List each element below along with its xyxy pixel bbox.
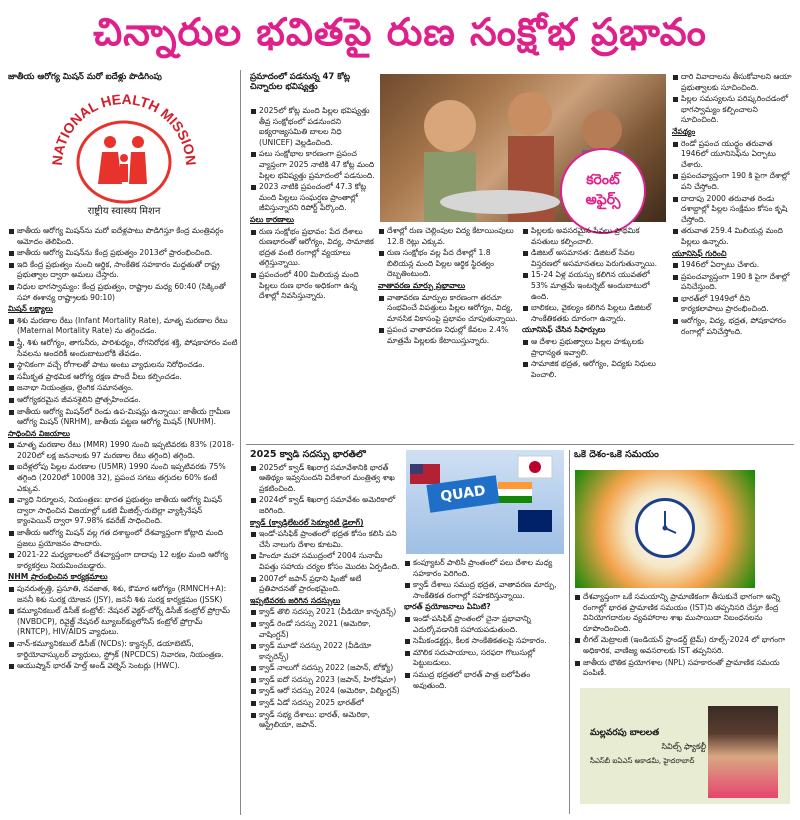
bullet-item: ప్రపంచవ్యాప్తంగా 190 కి పైగా దేశాల్లో పని చేస్తోంది. bbox=[672, 171, 794, 192]
nhm-logo-hindi: राष्ट्रीय स्वास्थ्य मिशन bbox=[87, 206, 161, 217]
bullet-item: రెండో ప్రపంచ యుద్ధం తరువాత 1946లో యూనిసెఫ్‌ను ఏర్పాటు చేశారు. bbox=[672, 139, 794, 171]
bullet-item: సముద్ర భద్రతలో భారత్ పాత్ర బలోపేతం అవుతుంది. bbox=[404, 670, 566, 691]
bullet-item: జాతీయ ఆరోగ్య మిషన్‌లో రెండు ఉప-మిషన్లు ఉన్నాయి: జాతీయ గ్రామీణ ఆరోగ్య మిషన్ (NRHM), జాతీయ పట్టణ ఆరోగ్య మిషన్ (NUHM). bbox=[8, 407, 238, 428]
bullet-item: స్థానికంగా వచ్చే రోగాలతో పాటు అంటు వ్యాధులను నిరోధించడం. bbox=[8, 360, 238, 371]
bullet-item: కంప్యూటర్ పాలిసీ ప్రాంతంలో పలు దేశాల మధ్య సహకారం పెరిగింది. bbox=[404, 558, 566, 579]
bullet-item: 2007లో జపాన్ ప్రధాని షింజో అబే ప్రతిపాదనతో ప్రారంభమైంది. bbox=[250, 574, 400, 595]
quad-col-b bbox=[404, 558, 566, 814]
bullet-item: భారత్‌లో 1949లో దీని కార్యకలాపాలు ప్రారంభించింది. bbox=[672, 294, 794, 315]
column-divider-2 bbox=[569, 450, 570, 814]
page-title: చిన్నారుల భవితపై రుణ సంక్షోభ ప్రభావం bbox=[93, 10, 707, 54]
bullet-item: దారి వివాదాలను తీసుకోవాలని ఆయా ప్రభుత్వాలకు సూచించింది. bbox=[672, 72, 794, 93]
bullet-item: జాతీయ ఆరోగ్య మిషన్‌ను మరో ఐదేళ్లపాటు పొడిగిస్తూ కేంద్ర మంత్రివర్గం ఆమోదం తెలిపింది. bbox=[8, 226, 238, 247]
bullet-item: పిల్లలకు అవసరమైన సేవలు ప్రాథమిక వసతులు కల్పించాలి. bbox=[522, 226, 666, 247]
bullet-item: తరువాత 259.4 మిలియన్ల మంది పిల్లలు ఉన్నారు. bbox=[672, 226, 794, 247]
nhm-body bbox=[8, 226, 238, 816]
quad-col-a bbox=[250, 450, 400, 814]
bullet-item: రుణ సంక్షోభం ప్రభావం: పేద దేశాలు రుణభారంతో ఆరోగ్యం, విద్య, సామాజిక భద్రత వంటి రంగాల్లో వ్యయాలు తగ్గిస్తున్నాయి. bbox=[250, 227, 375, 269]
author-info bbox=[590, 726, 706, 796]
bullet-item: దేశవ్యాప్తంగా ఒకే సమయాన్ని ప్రామాణికంగా తీసుకునే భాగంగా అన్ని రంగాల్లో భారత ప్రామాణిక సమయం (IST)ని తప్పనిసరి చేస్తూ కేంద్ర వినియోగదారుల వ్యవహారాల శాఖ ముసాయిదా నిబంధనలను రూపొందించింది. bbox=[574, 592, 794, 634]
bullet-item: బాలికలు, వైకల్యం కలిగిన పిల్లలు డిజిటల్ సాంకేతికతకు దూరంగా ఉన్నారు. bbox=[522, 303, 666, 324]
author-org: సీఎస్‌బీ ఐఏఎస్ అకాడమీ, హైదరాబాద్ bbox=[590, 757, 695, 765]
author-photo bbox=[708, 706, 778, 798]
bullet-item: ఆరోగ్యం, విద్య, భద్రత, పోషకాహారం రంగాల్లో పనిచేస్తోంది. bbox=[672, 316, 794, 337]
bullet-item: పునరుత్పత్తి, ప్రసూతి, నవజాత, శిశు, కౌమార ఆరోగ్యం (RMNCH+A): జననీ శిశు సురక్ష యోజన (JSY), జననీ శిశు సురక్ష కార్యక్రమం (JSSK) bbox=[8, 584, 238, 605]
bullet-item: మౌలిక సదుపాయాలు, సరఫరా గొలుసుల్లో పెట్టుబడులు. bbox=[404, 648, 566, 669]
current-affairs-badge bbox=[560, 148, 646, 234]
bullet-item: మాతృ మరణాల రేటు (MMR) 1990 నుంచి ఇప్పటివరకు 83% (2018-2020లో లక్ష జననాలకు 97 మరణాల రేటు తగ్గింది) తగ్గింది. bbox=[8, 440, 238, 461]
bullet-item: 2024లో క్వాడ్ శిఖరాగ్ర సమావేశం అమెరికాలో జరిగింది. bbox=[250, 495, 400, 516]
unicef-heading: ప్రమాదంలో పడనున్న 47 కోట్ల చిన్నారుల భవిష్యత్తు bbox=[250, 72, 351, 92]
bullet-item: వ్యాధి నిర్మూలన, నియంత్రణ: భారత ప్రభుత్వం జాతీయ ఆరోగ్య మిషన్ ద్వారా సాధించిన విజయాల్లో ఒకటి మీజిల్స్-రుబెల్లా వ్యాక్సినేషన్ క్యాంపెయిన్ ద్వారా 97.98% కవరేజ్ సాధించింది. bbox=[8, 495, 238, 527]
quad-logo: QUAD bbox=[426, 475, 499, 512]
unicef-col-b bbox=[378, 226, 518, 442]
bullet-item: 2021-22 మధ్యకాలంలో దేశవ్యాప్తంగా దాదాపు 12 లక్షల మంది ఆరోగ్య కార్యకర్తలు నియమించబడ్డారు. bbox=[8, 550, 238, 571]
bullet-item: స్త్రీ, శిశు ఆరోగ్యం, తాగునీరు, పారిశుధ్యం, రోగనిరోధక శక్తి, పోషకాహారం వంటి సేవలను అందరికీ అందుబాటులోకి తేవడం. bbox=[8, 338, 238, 359]
bullet-item: క్వాడ్ ఐదో సదస్సు 2023 (జపాన్, హిరోషిమా) bbox=[250, 675, 400, 686]
bullet-item: 2025లో క్వాడ్ శిఖరాగ్ర సమావేశానికి భారత్ ఆతిథ్యం ఇవ్వనుందని విదేశాంగ మంత్రిత్వ శాఖ ప్రకటించింది. bbox=[250, 463, 400, 495]
climate-heading: వాతావరణ మార్పు ప్రభావాలు bbox=[378, 280, 466, 290]
bullet-item: క్వాడ్ తొలి సదస్సు 2021 (వీడియో కాన్ఫరెన్స్) bbox=[250, 607, 400, 618]
author-name: మల్లవరపు బాలలత bbox=[590, 728, 660, 738]
bullet-item: ప్రపంచంలో 400 మిలియన్ల మంది పిల్లలు రుణ భారం అధికంగా ఉన్న దేశాల్లో నివసిస్తున్నారు. bbox=[250, 270, 375, 302]
bullet-item: దేశాల్లో రుణ చెల్లింపుల విద్య కేటాయింపులు 12.8 రెట్లు ఎక్కువ. bbox=[378, 226, 518, 247]
india-benefits-heading: భారత్ ప్రయోజనాలు ఏమిటి? bbox=[404, 602, 491, 612]
unicef-col-d bbox=[672, 72, 794, 442]
bullet-item: సామాజిక భద్రత, ఆరోగ్యం, విద్యకు నిధులు పెంచాలి. bbox=[522, 359, 666, 380]
bullet-item: క్వాడ్ మూడో సదస్సు 2022 (వీడియో కాన్ఫరెన్స్) bbox=[250, 641, 400, 662]
reasons-heading: పలు కారణాలు bbox=[250, 214, 294, 224]
bullet-item: 2023 నాటికి ప్రపంచంలో 47.3 కోట్ల మంది పిల్లలు సంఘర్షణ ప్రాంతాల్లో జీవిస్తున్నారని రిపోర్ట్ పేర్కొంది. bbox=[250, 182, 375, 214]
bullet-item: 2025లో కోట్ల మంది పిల్లల భవిష్యత్తు తీవ్ర సంక్షోభంలో పడనుందని ఐక్యరాజ్యసమితి బాలల నిధి (UNICEF) వెల్లడించింది. bbox=[250, 106, 375, 148]
nhm-logo-text: NATIONAL HEALTH MISSION bbox=[48, 92, 200, 167]
background-heading: నేపథ్యం bbox=[672, 126, 696, 136]
bullet-item: ప్రపంచ వాతావరణ నిధుల్లో కేవలం 2.4% మాత్రమే పిల్లలకు కేటాయిస్తున్నారు. bbox=[378, 325, 518, 346]
bullet-item: నిధుల భాగస్వామ్యం: కేంద్ర ప్రభుత్వం, రాష్ట్రాల మధ్య 60:40 (సిక్కింతో సహా ఈశాన్య రాష్ట్రాలకు 90:10) bbox=[8, 282, 238, 303]
column-divider bbox=[240, 70, 241, 815]
one-nation-heading-wrap bbox=[574, 450, 794, 468]
section-divider bbox=[246, 444, 794, 445]
nhm-logo bbox=[14, 92, 232, 224]
bullet-item: నాన్-కమ్యూనికబుల్ డిసీజ్ (NCDs): క్యాన్సర్, డయాబెటిస్, కార్డియోవాస్కులర్ వ్యాధులు, స్ట్రోక్ (NPCDCS) నివారణ, నియంత్రణ. bbox=[8, 639, 238, 660]
nhm-goals-heading: మిషన్ లక్ష్యాలు bbox=[8, 304, 53, 314]
bullet-item: హిందూ మహా సముద్రంలో 2004 సునామీ విపత్తు సహాయ చర్యల కోసం మొదట ఏర్పడింది. bbox=[250, 551, 400, 572]
bullet-item: వాతావరణ మార్పుల కారణంగా తరచూ సంభవించే విపత్తులు పిల్లల ఆరోగ్యం, విద్య, మానసిక వికాసంపై ప్రభావం చూపుతున్నాయి. bbox=[378, 293, 518, 325]
bullet-item: దాదాపు 2000 తరువాత రెండు దశాబ్దాల్లో పిల్లల సంక్షేమం కోసం కృషి చేస్తోంది. bbox=[672, 194, 794, 226]
bullet-item: పలు సంక్షోభాల కారణంగా ప్రపంచ వ్యాప్తంగా 2025 నాటికి 47 కోట్ల మంది పిల్లల భవిష్యత్తు ప్రమాదంలో పడనుంది. bbox=[250, 149, 375, 181]
bullet-item: సెమీకండక్టర్లు, కీలక సాంకేతికతలపై సహకారం. bbox=[404, 636, 566, 647]
bullet-item: రుణ సంక్షోభం వల్ల పేద దేశాల్లో 1.8 బిలియన్ల మంది పిల్లల ఆర్థిక స్థిరత్వం దెబ్బతింటుంది. bbox=[378, 248, 518, 280]
nhm-heading: జాతీయ ఆరోగ్య మిషన్ మరో ఐదేళ్లు పొడిగింపు bbox=[8, 72, 162, 82]
unicef-recs-heading: యూనిసెఫ్ చేసిన సిఫార్సులు bbox=[522, 325, 606, 335]
bullet-item: క్వాడ్ ఏడో సదస్సు 2025 భారత్‌లో bbox=[250, 698, 400, 709]
bullet-item: క్వాడ్ రెండో సదస్సు 2021 (అమెరికా, వాషింగ్టన్) bbox=[250, 619, 400, 640]
badge-line1: కరెంట్ bbox=[586, 172, 620, 188]
summits-heading: ఇప్పటివరకు జరిగిన సదస్సులు bbox=[250, 595, 341, 605]
bullet-item: క్వాడ్ ఆరో సదస్సు 2024 (అమెరికా, విల్మింగ్టన్) bbox=[250, 686, 400, 697]
bullet-item: పిల్లల సమస్యలను పరిష్కరించడంలో భాగస్వామ్యం కల్పించాలని సూచించింది. bbox=[672, 94, 794, 126]
nhm-achievements-heading: సాధించిన విజయాలు bbox=[8, 428, 70, 438]
bullet-item: 1946లో ఏర్పాటు చేశారు. bbox=[672, 260, 794, 271]
bullet-item: ఇండో-పసిఫిక్ ప్రాంతంలో చైనా ప్రభావాన్ని ఎదుర్కోవడానికి సహాయపడుతుంది. bbox=[404, 614, 566, 635]
bullet-item: శిశు మరణాల రేటు (Infant Mortality Rate), మాతృ మరణాల రేటు (Maternal Mortality Rate) ను తగ్గించడం. bbox=[8, 316, 238, 337]
bullet-item: డిజిటల్ అసమానత: డిజిటల్ సేవల విస్తరణలో అసమానతలు పెరుగుతున్నాయి. bbox=[522, 248, 666, 269]
quad-heading: 2025 క్వాడ్ సదస్సు భారత్‌లో bbox=[250, 450, 366, 460]
bullet-item: ఆయుష్మాన్ భారత్ హెల్త్ అండ్ వెల్నెస్ సెంటర్లు (HWC). bbox=[8, 661, 238, 672]
clock-icon bbox=[635, 498, 695, 558]
bullet-item: సమీకృత ప్రాథమిక ఆరోగ్య రక్షణ పొందే వీలు కల్పించడం. bbox=[8, 372, 238, 383]
bullet-item: 15-24 ఏళ్ల వయస్సు కలిగిన యువతలో 53% మాత్రమే ఇంటర్నెట్ అందుబాటులో ఉంది. bbox=[522, 270, 666, 302]
bullet-item: జాతీయ భౌతిక ప్రయోగశాల (NPL) సహకారంతో ప్రామాణిక సమయ పంపిణీ. bbox=[574, 658, 794, 679]
bullet-item: ఇండో-పసిఫిక్ ప్రాంతంలో భద్రత కోసం కలిసి పని చేసే నాలుగు దేశాల కూటమి. bbox=[250, 529, 400, 550]
bullet-item: క్వాడ్ దేశాలు సముద్ర భద్రత, వాతావరణ మార్పు, సాంకేతికత రంగాల్లో సహకరిస్తున్నాయి. bbox=[404, 580, 566, 601]
badge-line2: అఫైర్స్ bbox=[585, 192, 621, 208]
one-nation-body bbox=[574, 592, 794, 686]
bullet-item: క్వాడ్ సభ్య దేశాలు: భారత్, అమెరికా, ఆస్ట్రేలియా, జపాన్. bbox=[250, 710, 400, 731]
bullet-item: జాతీయ ఆరోగ్య మిషన్ వల్ల గత దశాబ్దంలో దేశవ్యాప్తంగా కోట్లాది మంది ప్రజలు ప్రయోజనం పొందారు. bbox=[8, 528, 238, 549]
bullet-item: ప్రపంచవ్యాప్తంగా 190 కి పైగా దేశాల్లో పనిచేస్తుంది. bbox=[672, 272, 794, 293]
bullet-item: ఆరోగ్యకరమైన జీవనశైలిని ప్రోత్సహించడం. bbox=[8, 395, 238, 406]
bullet-item: ఆ దేశాల ప్రభుత్వాలు పిల్లల హక్కులకు ప్రాధాన్యత ఇవ్వాలి. bbox=[522, 337, 666, 358]
nhm-programs-heading: NHM ప్రారంభించిన కార్యక్రమాలు bbox=[8, 572, 108, 582]
quad-def-heading: క్వాడ్ (క్వాడ్రిలేటరల్ సెక్యూరిటీ డైలాగ్) bbox=[250, 517, 364, 527]
bullet-item: ఇది కేంద్ర ప్రభుత్వం నుంచి ఆర్థిక, సాంకేతిక సహకారం మద్దతుతో రాష్ట్ర ప్రభుత్వాల ద్వారా అమలు చేస్తారు. bbox=[8, 260, 238, 281]
author-role: సివిల్స్ ఫ్యాకల్టీ bbox=[661, 742, 706, 751]
bullet-item: లీగల్ మెట్రాలజీ (ఇండియన్ స్టాండర్డ్ టైమ్) రూల్స్-2024 లో భాగంగా అధికారిక, వాణిజ్య అవసరాలకు IST తప్పనిసరి. bbox=[574, 635, 794, 656]
bullet-item: జాతీయ ఆరోగ్య మిషన్‌ను కేంద్ర ప్రభుత్వం 2013లో ప్రారంభించింది. bbox=[8, 248, 238, 259]
bullet-item: కమ్యూనికబుల్ డిసీజ్ కంట్రోల్: నేషనల్ వెక్టర్-బోర్న్ డిసీజ్ కంట్రోల్ ప్రోగ్రామ్ (NVBDCP), రివైజ్డ్ నేషనల్ ట్యూబర్‌క్యులోసిస్ కంట్రోల్ ప్రోగ్రామ్ (RNTCP), HIV/AIDS వ్యాధులు. bbox=[8, 606, 238, 638]
bullet-item: జనాభా నియంత్రణ, లైంగిక సమానత్వం. bbox=[8, 383, 238, 394]
about-unicef-heading: యూనిసెఫ్ గురించి bbox=[672, 248, 727, 258]
one-nation-heading: ఒకే దేశం-ఒకే సమయం bbox=[574, 450, 659, 460]
bullet-item: క్వాడ్ నాలుగో సదస్సు 2022 (జపాన్, టోక్యో) bbox=[250, 663, 400, 674]
unicef-col-a bbox=[250, 106, 375, 442]
bullet-item: ఐదేళ్లలోపు పిల్లల మరణాల (U5MR) 1990 నుంచి ఇప్పటివరకు 75% తగ్గింది (2020లో 1000కి 32), ప్రపంచ సగటు తగ్గుదల 60% కంటే ఎక్కువ. bbox=[8, 462, 238, 494]
unicef-col-c bbox=[522, 226, 666, 442]
